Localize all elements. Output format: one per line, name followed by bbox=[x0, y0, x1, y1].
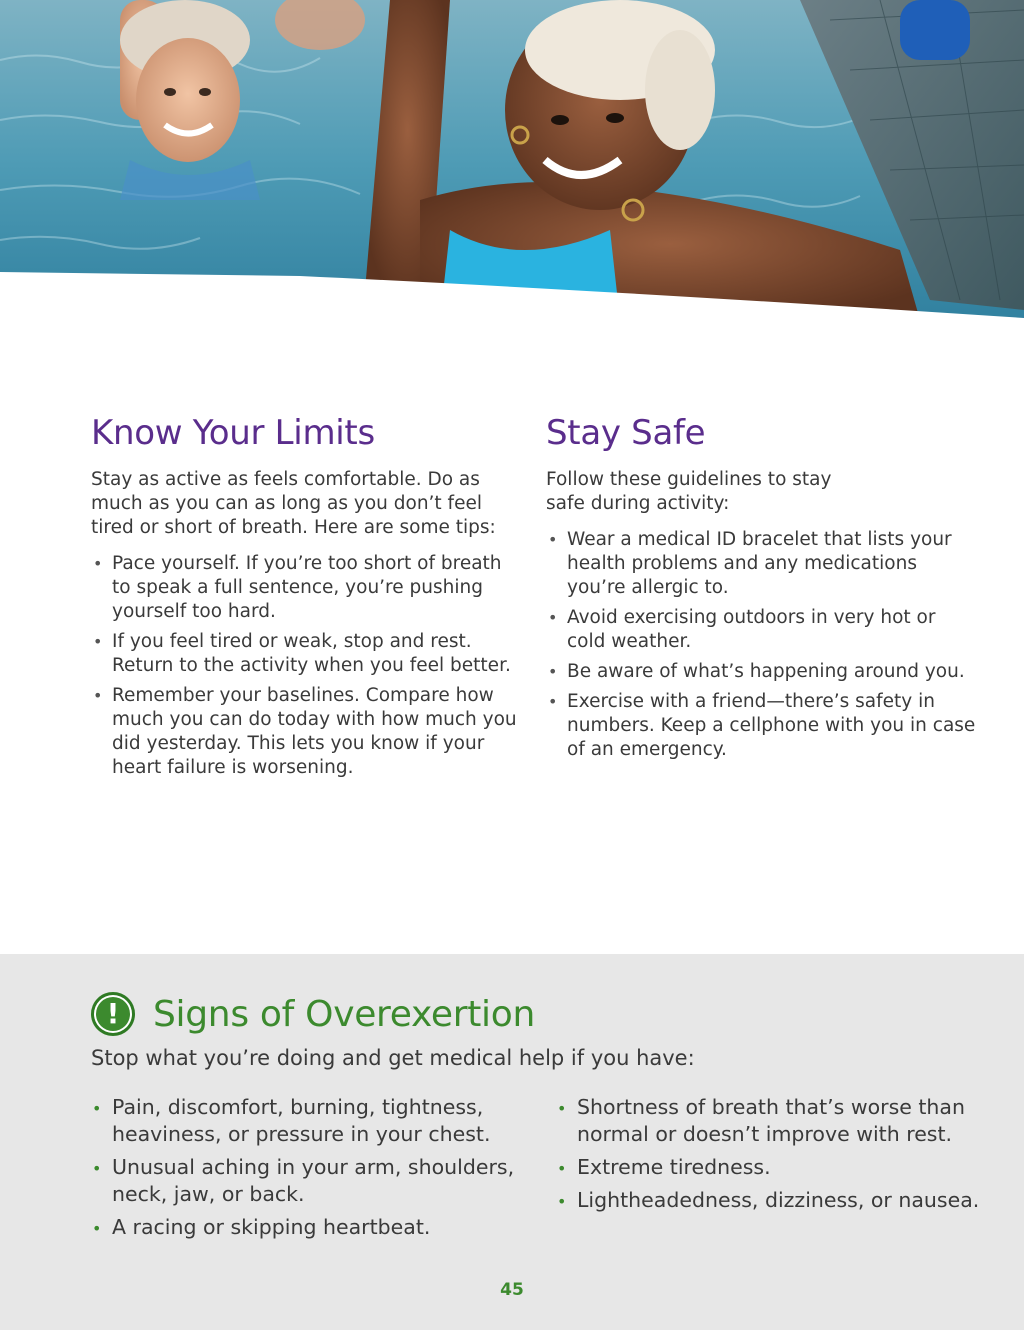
stay-safe-intro: Follow these guidelines to stay safe during activity: bbox=[546, 469, 832, 514]
bullet-icon: • bbox=[93, 686, 103, 705]
list-item: • Pace yourself. If you’re too short of breath to speak a full sentence, you’re pushing yourself too hard. bbox=[93, 553, 502, 622]
stay-safe-title: Stay Safe bbox=[546, 413, 706, 453]
stay-safe-list bbox=[546, 528, 976, 762]
list-item: • A racing or skipping heartbeat. bbox=[91, 1214, 531, 1241]
overexertion-list-right bbox=[556, 1094, 986, 1220]
bullet-icon: • bbox=[548, 692, 558, 711]
bullet-icon: • bbox=[557, 1192, 567, 1211]
bullet-icon: • bbox=[557, 1099, 567, 1118]
bullet-icon: • bbox=[92, 1099, 102, 1118]
list-item: • Pain, discomfort, burning, tightness, heaviness, or pressure in your chest. bbox=[92, 1095, 491, 1146]
bullet-icon: • bbox=[93, 554, 103, 573]
list-item: • If you feel tired or weak, stop and rest. Return to the activity when you feel better. bbox=[93, 631, 511, 676]
know-limits-title: Know Your Limits bbox=[91, 413, 375, 453]
list-item: • Extreme tiredness. bbox=[556, 1154, 986, 1181]
list-item: • Be aware of what’s happening around you. bbox=[548, 661, 965, 682]
overexertion-title: Signs of Overexertion bbox=[153, 993, 535, 1035]
page-number: 45 bbox=[500, 1280, 524, 1300]
know-limits-section bbox=[91, 412, 521, 786]
bullet-icon: • bbox=[557, 1159, 567, 1178]
bullet-icon: • bbox=[548, 530, 558, 549]
bullet-icon: • bbox=[92, 1159, 102, 1178]
bullet-icon: • bbox=[92, 1219, 102, 1238]
overexertion-panel bbox=[0, 954, 1024, 1330]
list-item: • Lightheadedness, dizziness, or nausea. bbox=[556, 1187, 986, 1214]
exclamation-icon: ! bbox=[91, 992, 135, 1036]
list-item: • Avoid exercising outdoors in very hot or cold weather. bbox=[548, 607, 936, 652]
overexertion-list-left bbox=[91, 1094, 531, 1247]
list-item: • Exercise with a friend—there’s safety in numbers. Keep a cellphone with you in case of an emergency. bbox=[548, 691, 976, 760]
overexertion-intro: Stop what you’re doing and get medical help if you have: bbox=[91, 1046, 695, 1070]
know-limits-list bbox=[91, 552, 521, 780]
bullet-icon: • bbox=[548, 608, 558, 627]
bullet-icon: • bbox=[93, 632, 103, 651]
hero-photo bbox=[0, 0, 1024, 330]
know-limits-intro: Stay as active as feels comfortable. Do as much as you can as long as you don’t feel tired or short of breath. Here are some tips: bbox=[91, 469, 496, 538]
list-item: • Wear a medical ID bracelet that lists your health problems and any medications you’re allergic to. bbox=[548, 529, 952, 598]
stay-safe-section bbox=[546, 412, 976, 768]
pool-photo-icon bbox=[0, 0, 1024, 330]
overexertion-header bbox=[91, 990, 535, 1038]
list-item: • Shortness of breath that’s worse than normal or doesn’t improve with rest. bbox=[557, 1095, 965, 1146]
bullet-icon: • bbox=[548, 662, 558, 681]
list-item: • Remember your baselines. Compare how much you can do today with how much you did yesterday. This lets you know if your heart failure is worsening. bbox=[93, 685, 517, 778]
list-item: • Unusual aching in your arm, shoulders, neck, jaw, or back. bbox=[92, 1155, 515, 1206]
